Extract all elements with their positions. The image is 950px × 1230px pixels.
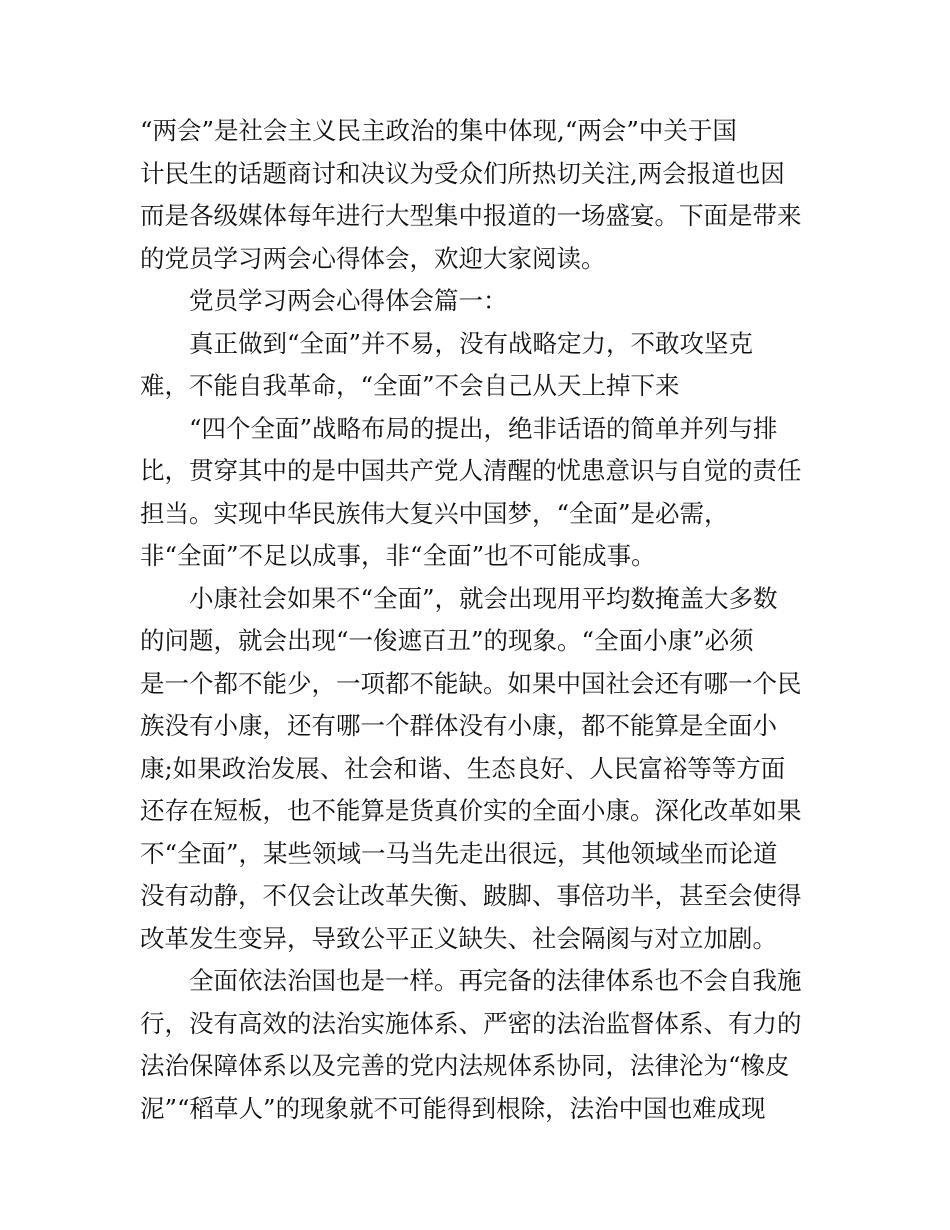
- text-line: “两会”是社会主义民主政治的集中体现,“两会”中关于国: [140, 116, 737, 145]
- text-line: 没有动静，不仅会让改革失衡、跛脚、事倍功半，甚至会使得: [140, 881, 802, 910]
- text-line: 全面依法治国也是一样。再完备的法律体系也不会自我施: [189, 966, 802, 995]
- text-line: 不“全面”，某些领域一马当先走出很远，其他领域坐而论道: [140, 838, 778, 868]
- text-line: 党员学习两会心得体会篇一：: [189, 286, 508, 315]
- text-line: 行，没有高效的法治实施体系、严密的法治监督体系、有力的: [140, 1008, 802, 1038]
- text-line: 真正做到“全面”并不易，没有战略定力，不敢攻坚克: [189, 328, 754, 358]
- text-line: 泥”“稻草人”的现象就不可能得到根除，法治中国也难成现: [140, 1093, 766, 1123]
- text-line: 小康社会如果不“全面”，就会出现用平均数掩盖大多数: [189, 583, 778, 613]
- paragraph: [140, 110, 810, 280]
- text-line: 是一个都不能少，一项都不能缺。如果中国社会还有哪一个民: [140, 668, 802, 698]
- text-line: 康;如果政治发展、社会和谐、生态良好、人民富裕等等方面: [140, 753, 786, 783]
- text-line: 非“全面”不足以成事，非“全面”也不可能成事。: [140, 541, 656, 570]
- document-body: [140, 110, 810, 1130]
- text-line: 担当。实现中华民族伟大复兴中国梦，“全面”是必需，: [140, 498, 729, 528]
- text-line: “四个全面”战略布局的提出，绝非话语的简单并列与排: [189, 413, 778, 443]
- text-line: 族没有小康，还有哪一个群体没有小康，都不能算是全面小: [140, 711, 777, 740]
- paragraph: [140, 323, 810, 408]
- text-line: 的问题，就会出现“一俊遮百丑”的现象。“全面小康”必须: [140, 626, 754, 655]
- paragraph: [140, 960, 810, 1130]
- text-line: 计民生的话题商讨和决议为受众们所热切关注,两会报道也因: [140, 158, 785, 188]
- paragraph: [140, 578, 810, 961]
- paragraph: [140, 408, 810, 578]
- text-line: 改革发生变异，导致公平正义缺失、社会隔阂与对立加剧。: [140, 923, 777, 953]
- text-line: 法治保障体系以及完善的党内法规体系协同，法律沦为“橡皮: [140, 1051, 790, 1080]
- text-line: 而是各级媒体每年进行大型集中报道的一场盛宴。下面是带来: [140, 201, 802, 230]
- text-line: 比，贯穿其中的是中国共产党人清醒的忧患意识与自觉的责任: [140, 456, 802, 485]
- text-line: 难，不能自我革命，“全面”不会自己从天上掉下来: [140, 371, 680, 400]
- text-line: 的党员学习两会心得体会，欢迎大家阅读。: [140, 243, 606, 273]
- text-line: 还存在短板，也不能算是货真价实的全面小康。深化改革如果: [140, 796, 802, 825]
- section-heading: [140, 280, 810, 323]
